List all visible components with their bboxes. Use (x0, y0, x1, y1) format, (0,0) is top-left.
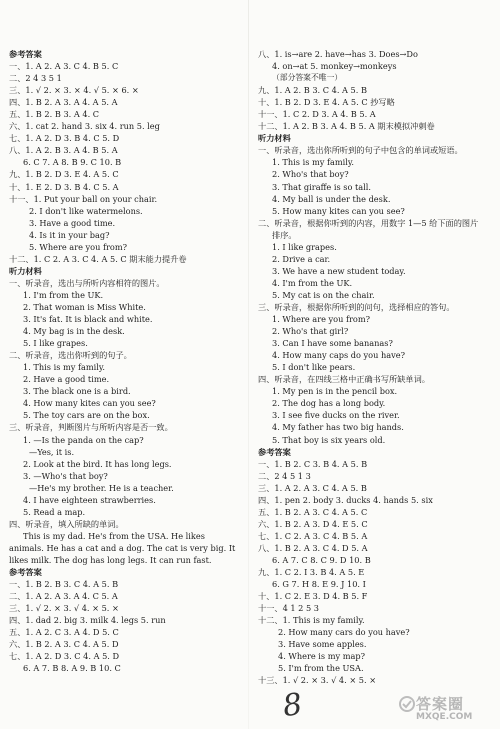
left-line: 1. —Is the panda on the cap? (23, 434, 144, 445)
right-line: 2. Drive a car. (272, 253, 331, 264)
handwritten-page-number: 8 (280, 686, 305, 725)
right-column (258, 48, 490, 686)
left-line: 1. This is my family. (23, 362, 106, 373)
right-line: 一、1. B 2. C 3. B 4. A 5. B (258, 458, 368, 469)
right-line: 十、1. C 2. E 3. D 4. B 5. F (258, 591, 368, 602)
left-line: 6. C 7. A 8. B 9. C 10. B (23, 157, 122, 168)
left-line: 四、1. dad 2. big 3. milk 4. legs 5. run (9, 615, 166, 626)
right-line: 六、1. B 2. A 3. D 4. E 5. C (258, 518, 368, 529)
right-line: 6. G 7. H 8. E 9. J 10. I (272, 579, 366, 590)
left-line: 3. —Who's that boy? (23, 470, 108, 481)
right-line: 排序。 (272, 229, 297, 240)
left-line: 二、2 4 3 5 1 (9, 73, 62, 84)
left-line: 三、听录音，判断图片与所听内容是否一致。 (9, 422, 173, 433)
left-column (9, 48, 247, 674)
right-line: 十一、1. C 2. D 3. A 4. B 5. A (258, 109, 376, 120)
left-line: 听力材料 (9, 265, 42, 276)
right-line: 4. on→at 5. monkey→monkeys (272, 61, 397, 72)
right-line: 3. That giraffe is so tall. (272, 181, 372, 192)
right-line: 十一、4 1 2 5 3 (258, 603, 320, 614)
left-line: This is my dad. He's from the USA. He likes (23, 530, 205, 541)
right-line: 2. The dog has a long body. (272, 398, 386, 409)
left-line: 5. Read a map. (23, 506, 86, 517)
right-line: 4. My ball is under the desk. (272, 193, 391, 204)
left-line: 5. I like grapes. (23, 338, 88, 349)
left-line: —Yes, it is. (29, 446, 75, 457)
left-line: 四、1. B 2. A 3. A 4. A 5. A (9, 97, 118, 108)
left-line: 一、1. A 2. A 3. C 4. B 5. C (9, 61, 119, 72)
right-line: 听力材料 (258, 133, 291, 144)
right-line: 1. I like grapes. (272, 241, 337, 252)
right-line: 九、1. C 2. I 3. B 4. A 5. E (258, 567, 365, 578)
right-line: 二、2 4 5 1 3 (258, 470, 311, 481)
left-line: 十二、1. C 2. A 3. C 4. A 5. C 期末能力提升卷 (9, 253, 187, 264)
left-line: 七、1. A 2. D 3. C 4. A 5. D (9, 651, 120, 662)
right-line: 4. My father has two big hands. (272, 422, 404, 433)
right-line: 八、1. is→are 2. have→has 3. Does→Do (258, 49, 418, 59)
right-line: 九、1. A 2. B 3. C 4. A 5. B (258, 85, 367, 96)
right-line: 四、1. pen 2. body 3. ducks 4. hands 5. six (258, 494, 433, 505)
left-line: 九、1. B 2. D 3. E 4. A 5. C (9, 169, 119, 180)
right-line: 参考答案 (258, 446, 291, 457)
right-line: 三、听录音，根据你所听到的问句，选择相应的答句。 (258, 301, 455, 312)
right-line: 2. Who's that boy? (272, 169, 349, 180)
right-line: 十三、1. √ 2. × 3. √ 4. × 5. × (258, 675, 377, 686)
right-line: 4. How many caps do you have? (272, 350, 405, 361)
right-line: 四、听录音，在四线三格中正确书写所缺单词。 (258, 374, 430, 385)
right-line: 1. This is my family. (272, 157, 355, 168)
left-line: 二、1. A 2. A 3. A 4. C 5. A (9, 591, 118, 602)
right-line: 3. I see five ducks on the river. (272, 410, 400, 421)
left-line: 4. I have eighteen strawberries. (23, 494, 156, 505)
left-line: 3. Have a good time. (29, 217, 116, 228)
right-line: 4. I'm from the UK. (272, 277, 353, 288)
right-line: 五、1. B 2. A 3. C 4. A 5. C (258, 506, 368, 517)
left-line: 四、听录音，填入所缺的单词。 (9, 518, 124, 529)
left-line: 5. The toy cars are on the box. (23, 410, 150, 421)
left-line: 3. The black one is a bird. (23, 386, 131, 397)
left-line: 六、1. cat 2. hand 3. six 4. run 5. leg (9, 121, 160, 132)
right-line: （部分答案不唯一） (272, 73, 343, 83)
left-line: 八、1. A 2. B 3. A 4. B 5. A (9, 145, 118, 156)
right-line: 2. How many cars do you have? (278, 627, 410, 638)
left-line: 参考答案 (9, 49, 42, 59)
right-line: 3. Can I have some bananas? (272, 338, 393, 349)
watermark-url: MXQE.COM (416, 712, 473, 722)
left-line: 十、1. E 2. D 3. B 4. C 5. A (9, 181, 119, 192)
left-line: 三、1. √ 2. × 3. × 4. √ 5. × 6. × (9, 85, 139, 96)
right-line: 二、听录音，根据你听到的内容，用数字 1—5 给下面的图片 (258, 217, 479, 228)
left-line: 一、听录音，选出与所听内容相符的图片。 (9, 277, 165, 288)
left-line: 一、1. B 2. B 3. C 4. A 5. B (9, 579, 119, 590)
left-line: 十一、1. Put your ball on your chair. (9, 193, 158, 204)
left-line: 六、1. B 2. A 3. C 4. A 5. D (9, 639, 119, 650)
watermark-text: 答案圈 (416, 695, 465, 713)
right-line: 5. That boy is six years old. (272, 434, 386, 445)
right-line: 5. I'm from the USA. (278, 663, 364, 674)
left-line: 2. That woman is Miss White. (23, 301, 146, 312)
left-line: 二、听录音，选出你听到的句子。 (9, 350, 132, 361)
right-line: 一、听录音，选出你所听到的句子中包含的单词或短语。 (258, 145, 463, 156)
left-line: 三、1. √ 2. × 3. √ 4. × 5. × (9, 603, 119, 614)
right-line: 4. Where is my map? (278, 651, 366, 662)
right-line: 十二、1. This is my family. (258, 615, 365, 626)
left-line: 2. Have a good time. (23, 374, 110, 385)
left-line: 参考答案 (9, 567, 42, 578)
left-line: 五、1. B 2. B 3. A 4. C (9, 109, 100, 120)
left-line: —He's my brother. He is a teacher. (29, 482, 174, 493)
right-line: 八、1. B 2. A 3. C 4. D 5. A (258, 542, 368, 553)
right-line: 十二、1. A 2. B 3. A 4. B 5. A 期末模拟冲刺卷 (258, 121, 435, 132)
left-line: animals. He has a cat and a dog. The cat is very big. It (9, 542, 236, 553)
left-line: 3. It's fat. It is black and white. (23, 314, 153, 325)
left-line: 6. A 7. B 8. A 9. B 10. C (23, 663, 121, 674)
right-line: 七、1. C 2. A 3. C 4. B 5. A (258, 530, 368, 541)
left-line: 2. I don't like watermelons. (29, 205, 143, 216)
right-line: 1. My pen is in the pencil box. (272, 386, 398, 397)
right-line: 5. I don't like pears. (272, 362, 356, 373)
left-line: 2. Look at the bird. It has long legs. (23, 458, 172, 469)
left-line: 五、1. A 2. C 3. A 4. D 5. C (9, 627, 119, 638)
right-line: 3. Have some apples. (278, 639, 367, 650)
right-line: 5. How many kites can you see? (272, 205, 405, 216)
left-line: 4. My bag is in the desk. (23, 326, 125, 337)
right-line: 3. We have a new student today. (272, 265, 406, 276)
left-line: 4. Is it in your bag? (29, 229, 110, 240)
right-line: 十、1. B 2. D 3. E 4. A 5. C 抄写略 (258, 97, 395, 108)
right-line: 三、1. A 2. A 3. C 4. A 5. B (258, 482, 367, 493)
left-line: 1. I'm from the UK. (23, 289, 104, 300)
left-line: 5. Where are you from? (29, 241, 128, 252)
left-line: 4. How many kites can you see? (23, 398, 156, 409)
right-line: 1. Where are you from? (272, 314, 371, 325)
right-line: 5. My cat is on the chair. (272, 289, 375, 300)
left-line: 七、1. A 2. D 3. B 4. C 5. D (9, 133, 120, 144)
left-line: likes milk. The dog has long legs. It can run fast. (9, 554, 212, 565)
right-line: 2. Who's that girl? (272, 326, 349, 337)
right-line: 6. A 7. C 8. C 9. D 10. B (272, 554, 371, 565)
page-fold (248, 0, 249, 729)
